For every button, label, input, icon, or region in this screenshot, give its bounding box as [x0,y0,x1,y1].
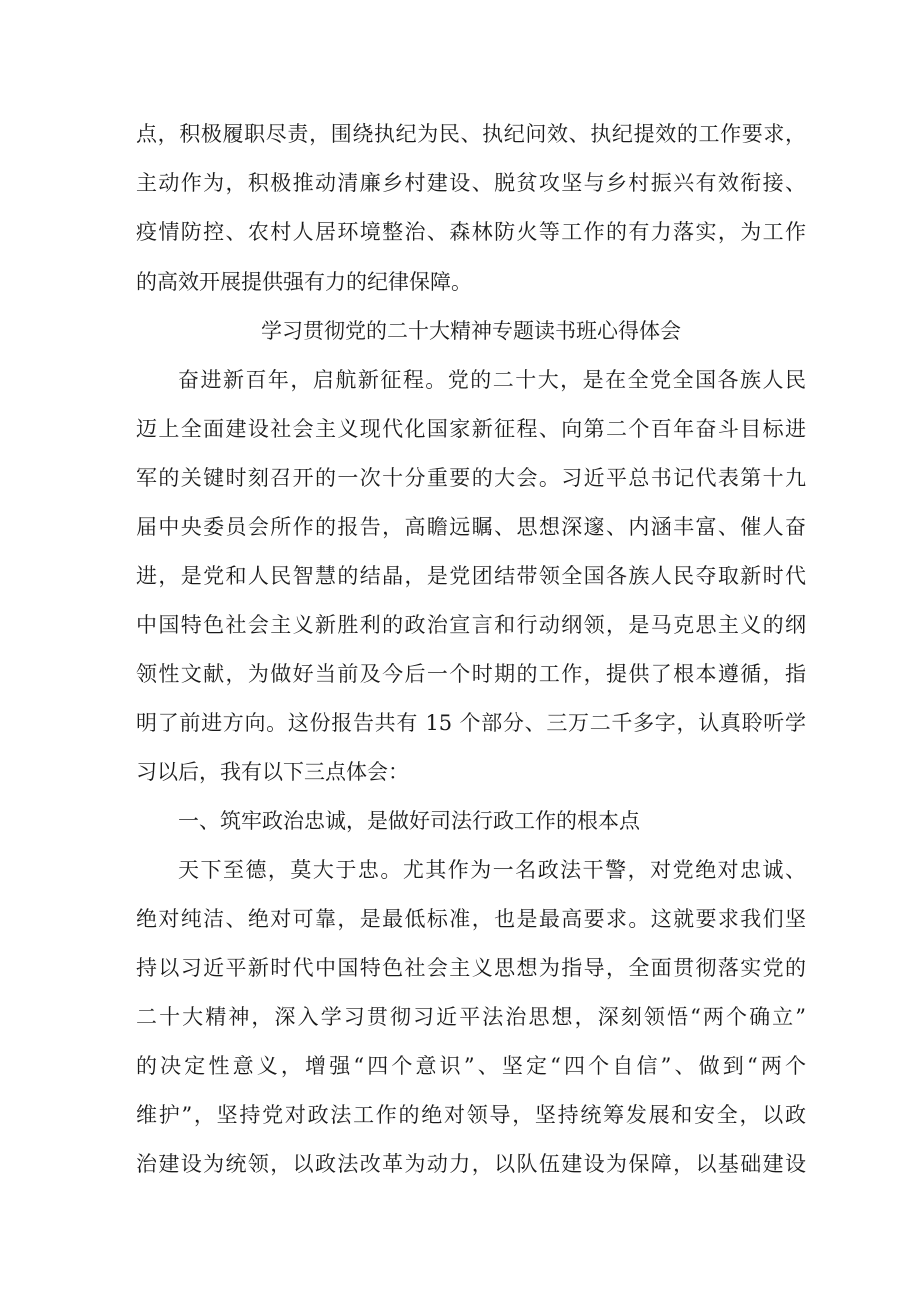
paragraph-line: 点，积极履职尽责，围绕执纪为民、执纪问效、执纪提效的工作要求， [136,122,806,146]
paragraph-line: 治建设为统领，以政法改革为动力，以队伍建设为保障，以基础建设 [136,1152,806,1176]
paragraph-line: 奋进新百年，启航新征程。党的二十大，是在全党全国各族人民 [178,368,806,392]
paragraph-line: 习以后，我有以下三点体会： [136,760,409,784]
paragraph-line: 明了前进方向。这份报告共有 15 个部分、三万二千多字，认真聆听学 [136,711,806,735]
paragraph-line: 的高效开展提供强有力的纪律保障。 [136,270,472,294]
paragraph-line: 持以习近平新时代中国特色社会主义思想为指导，全面贯彻落实党的 [136,956,806,980]
paragraph-line: 军的关键时刻召开的一次十分重要的大会。习近平总书记代表第十九 [136,466,806,490]
paragraph-line: 绝对纯洁、绝对可靠，是最低标准，也是最高要求。这就要求我们坚 [136,907,806,931]
section-title: 学习贯彻党的二十大精神专题读书班心得体会 [261,319,681,343]
paragraph-line: 领性文献，为做好当前及今后一个时期的工作，提供了根本遵循，指 [136,662,806,686]
paragraph-line: 二十大精神，深入学习贯彻习近平法治思想，深刻领悟“两个确立” [136,1005,806,1029]
paragraph-line: 迈上全面建设社会主义现代化国家新征程、向第二个百年奋斗目标进 [136,417,806,441]
paragraph-line: 天下至德，莫大于忠。尤其作为一名政法干警，对党绝对忠诚、 [178,858,806,882]
paragraph-line: 进，是党和人民智慧的结晶，是党团结带领全国各族人民夺取新时代 [136,564,806,588]
paragraph-line: 主动作为，积极推动清廉乡村建设、脱贫攻坚与乡村振兴有效衔接、 [136,171,806,195]
section-heading: 一、筑牢政治忠诚，是做好司法行政工作的根本点 [178,809,640,833]
paragraph-line: 届中央委员会所作的报告，高瞻远瞩、思想深邃、内涵丰富、催人奋 [136,515,806,539]
paragraph-line: 的决定性意义，增强“四个意识”、坚定“四个自信”、做到“两个 [136,1054,806,1078]
paragraph-line: 疫情防控、农村人居环境整治、森林防火等工作的有力落实，为工作 [136,220,806,244]
paragraph-line: 维护”，坚持党对政法工作的绝对领导，坚持统筹发展和安全，以政 [136,1103,806,1127]
paragraph-line: 中国特色社会主义新胜利的政治宣言和行动纲领，是马克思主义的纲 [136,613,806,637]
